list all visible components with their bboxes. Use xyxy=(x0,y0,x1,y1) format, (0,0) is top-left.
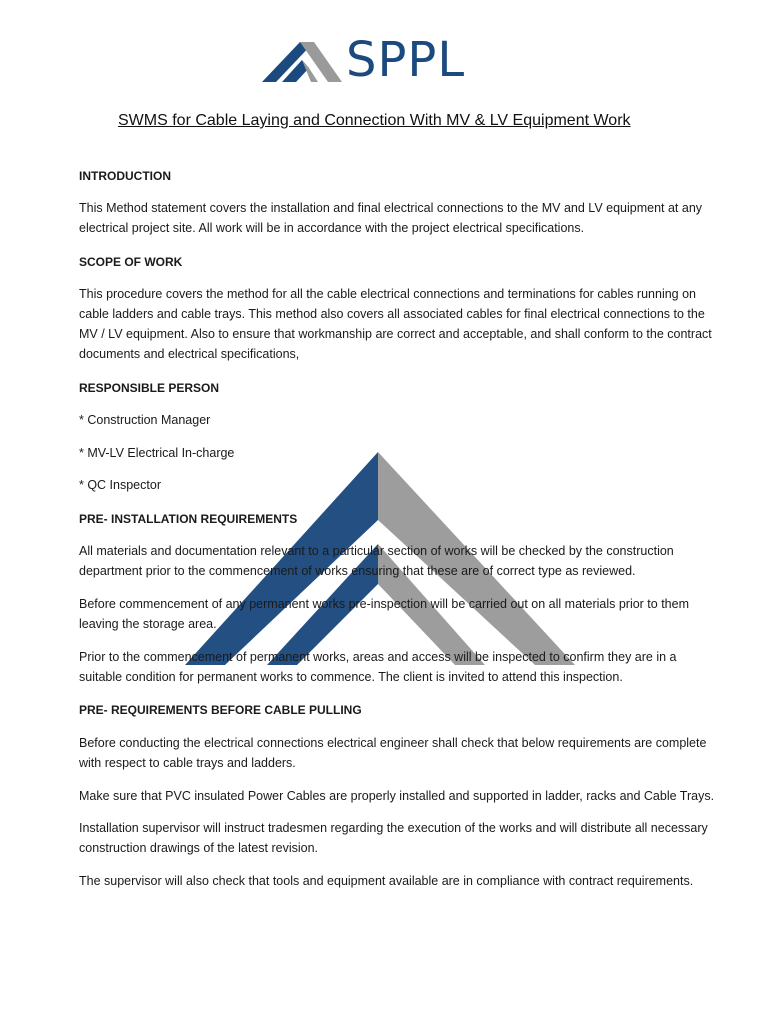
paragraph-pre-installation-3: Prior to the commencement of permanent works, areas and access will be inspected to confirm they are in a suitable condition for permanent works to commence. The client is invited to attend this inspection. xyxy=(79,650,677,684)
list-item-responsible-1: * Construction Manager xyxy=(79,413,211,427)
paragraph-pre-installation-2: Before commencement of any permanent works pre-inspection will be carried out on all materials prior to them leaving the storage area. xyxy=(79,597,689,631)
company-logo xyxy=(262,32,502,88)
section-heading-pre-installation: PRE- INSTALLATION REQUIREMENTS xyxy=(79,512,298,526)
logo-text: SPPL xyxy=(346,32,466,88)
section-heading-pre-pulling: PRE- REQUIREMENTS BEFORE CABLE PULLING xyxy=(79,703,362,717)
paragraph-introduction: This Method statement covers the installation and final electrical connections to the MV and LV equipment at any electrical project site. All work will be in accordance with the project electrical specifications. xyxy=(79,201,703,235)
list-item-responsible-3: * QC Inspector xyxy=(79,478,161,492)
paragraph-pre-pulling-2: Make sure that PVC insulated Power Cables are properly installed and supported in ladder, racks and Cable Trays. xyxy=(79,789,715,803)
section-heading-scope: SCOPE OF WORK xyxy=(79,255,183,269)
section-heading-responsible: RESPONSIBLE PERSON xyxy=(79,381,220,395)
paragraph-pre-pulling-3: Installation supervisor will instruct tradesmen regarding the execution of the works and will distribute all necessary construction drawings of the latest revision. xyxy=(79,821,708,855)
document-title: SWMS for Cable Laying and Connection With MV & LV Equipment Work xyxy=(118,112,631,129)
list-item-responsible-2: * MV-LV Electrical In-charge xyxy=(79,446,235,460)
paragraph-pre-pulling-4: The supervisor will also check that tools and equipment available are in compliance with contract requirements. xyxy=(79,874,694,888)
paragraph-pre-installation-1: All materials and documentation relevant to a particular section of works will be checked by the construction department prior to the commencement of works ensuring that these are of correct type as reviewed. xyxy=(79,544,674,578)
paragraph-pre-pulling-1: Before conducting the electrical connections electrical engineer shall check that below requirements are complete with respect to cable trays and ladders. xyxy=(79,736,707,770)
section-heading-introduction: INTRODUCTION xyxy=(79,169,171,183)
logo-mark-icon xyxy=(262,40,342,84)
paragraph-scope: This procedure covers the method for all the cable electrical connections and terminations for cables running on cable ladders and cable trays. This method also covers all associated cables for final electrical connections to the MV / LV equipment. Also to ensure that workmanship are correct and acceptable, and shall conform to the contract documents and electrical specifications, xyxy=(79,287,712,361)
